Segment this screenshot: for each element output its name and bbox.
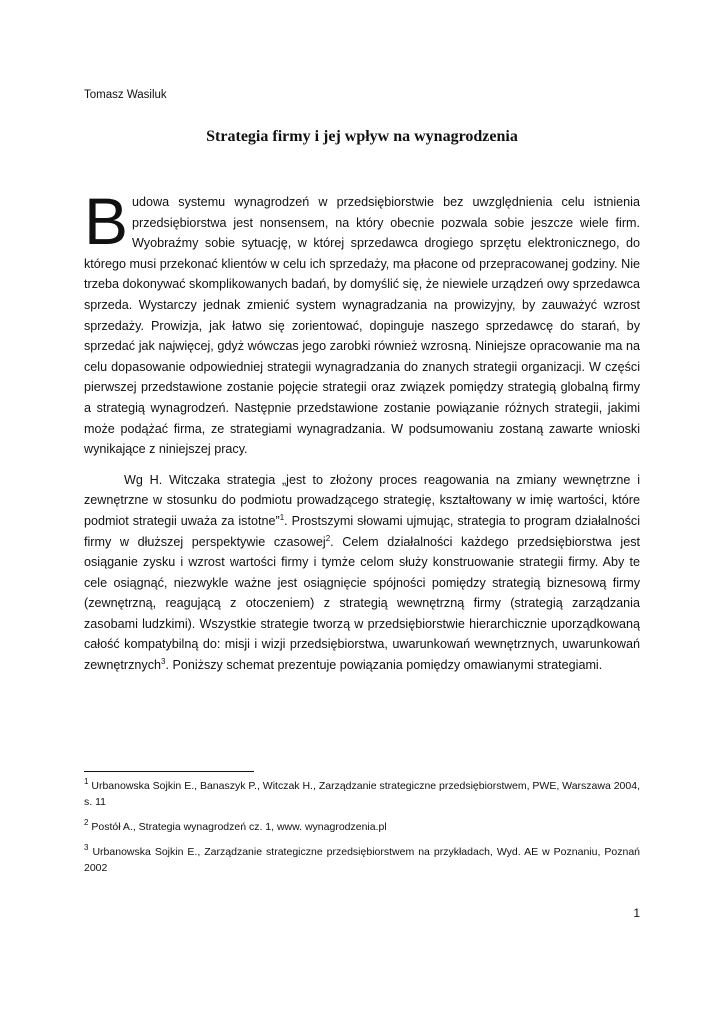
page-number: 1 [633,906,640,920]
author-name: Tomasz Wasiluk [84,89,167,101]
footnote-ref-1[interactable]: 1 [279,512,285,522]
footnote-mark: 2 [84,818,89,827]
paragraph-2-text-part2: . Prostszymi słowami ujmując, strategia to program działalności firmy w dłuższej perspektywie czasowej [84,513,641,549]
footnote-text: Postół A., Strategia wynagrodzeń cz. 1, www. wynagrodzenia.pl [91,821,387,833]
paragraph-2-text-part3: . Celem działalności każdego przedsiębiorstwa jest osiąganie zysku i wzrost wartości firmy i tymże celom służy konstruowanie strategii firmy. Aby te cele osiągnąć, niezwykle ważne jest osiągnięcie spójności pomiędzy strategią biznesową firmy (zewnętrzną, reagującą z otoczeniem) z strategią wewnętrzną firmy (strategią zarządzania zasobami ludzkimi). Wszystkie strategie tworzą w przedsiębiorstwie hierarchicznie uporządkowaną całość kompatybilną do: misji i wizji przedsiębiorstwa, uwarunkowań wewnętrznych, uwarunkowań zewnętrznych [84,534,640,673]
paragraph-2-text-part1: Wg H. Witczaka strategia „jest to złożony proces reagowania na zmiany wewnętrzne i zewnętrzne w stosunku do podmiotu prowadzącego strategię, kształtowany w imię wartości, które podmiot strategii uważa za istotne” [84,472,640,528]
paragraph-2 [84,470,640,676]
footnote-2 [84,819,640,835]
page-title: Strategia firmy i jej wpływ na wynagrodzenia [206,128,518,145]
body-text [84,184,641,676]
paragraph-1 [84,184,640,460]
footnote-ref-2[interactable]: 2 [325,533,331,543]
drop-cap-letter: B [84,184,129,258]
footnote-ref-3[interactable]: 3 [161,657,166,667]
footnote-mark: 1 [84,777,89,786]
footnote-mark: 3 [84,843,89,852]
footnotes [84,778,640,885]
paragraph-1-text: udowa systemu wynagrodzeń w przedsiębiorstwie bez uwzględnienia celu istnienia przedsiębiorstwa jest nonsensem, na który obecnie pozwala sobie jeszcze wiele firm. Wyobraźmy sobie sytuację, w której sprzedawca drogiego sprzętu elektronicznego, do którego musi przekonać klientów w celu ich sprzedaży, ma płacone od przepracowanej godziny. Nie trzeba dokonywać skomplikowanych badań, by domyślić się, że niewiele urządzeń owy sprzedawca sprzeda. Wystarczy jednak zmienić system wynagradzania na prowizyjny, by zauważyć wzrost sprzedaży. Prowizja, jak łatwo się zorientować, dopinguje naszego sprzedawcę do starań, by sprzedać jak najwięcej, gdyż wówczas jego zarobki również wzrosną. Niniejsze opracowanie ma na celu dopasowanie odpowiedniej strategii wynagradzania do znanych strategii organizacji. W części pierwszej przedstawione zostanie pojęcie strategii oraz związek pomiędzy strategią globalną firmy a strategią wynagrodzeń. Następnie przedstawione zostanie powiązanie różnych strategii, jakimi może podążać firma, ze strategiami wynagradzania. W podsumowaniu zostaną zawarte wnioski wynikające z niniejszej pracy. [84,195,640,457]
footnote-1 [84,778,640,810]
footnote-text: Urbanowska Sojkin E., Banaszyk P., Witczak H., Zarządzanie strategiczne przedsiębiorstwem, PWE, Warszawa 2004, s. 11 [84,780,640,808]
paragraph-2-text-part4: . Poniższy schemat prezentuje powiązania pomiędzy omawianymi strategiami. [165,658,603,673]
footnote-separator [84,771,254,772]
footnote-3 [84,844,640,876]
footnote-text: Urbanowska Sojkin E., Zarządzanie strategiczne przedsiębiorstwem na przykładach, Wyd. AE w Poznaniu, Poznań 2002 [84,846,640,874]
